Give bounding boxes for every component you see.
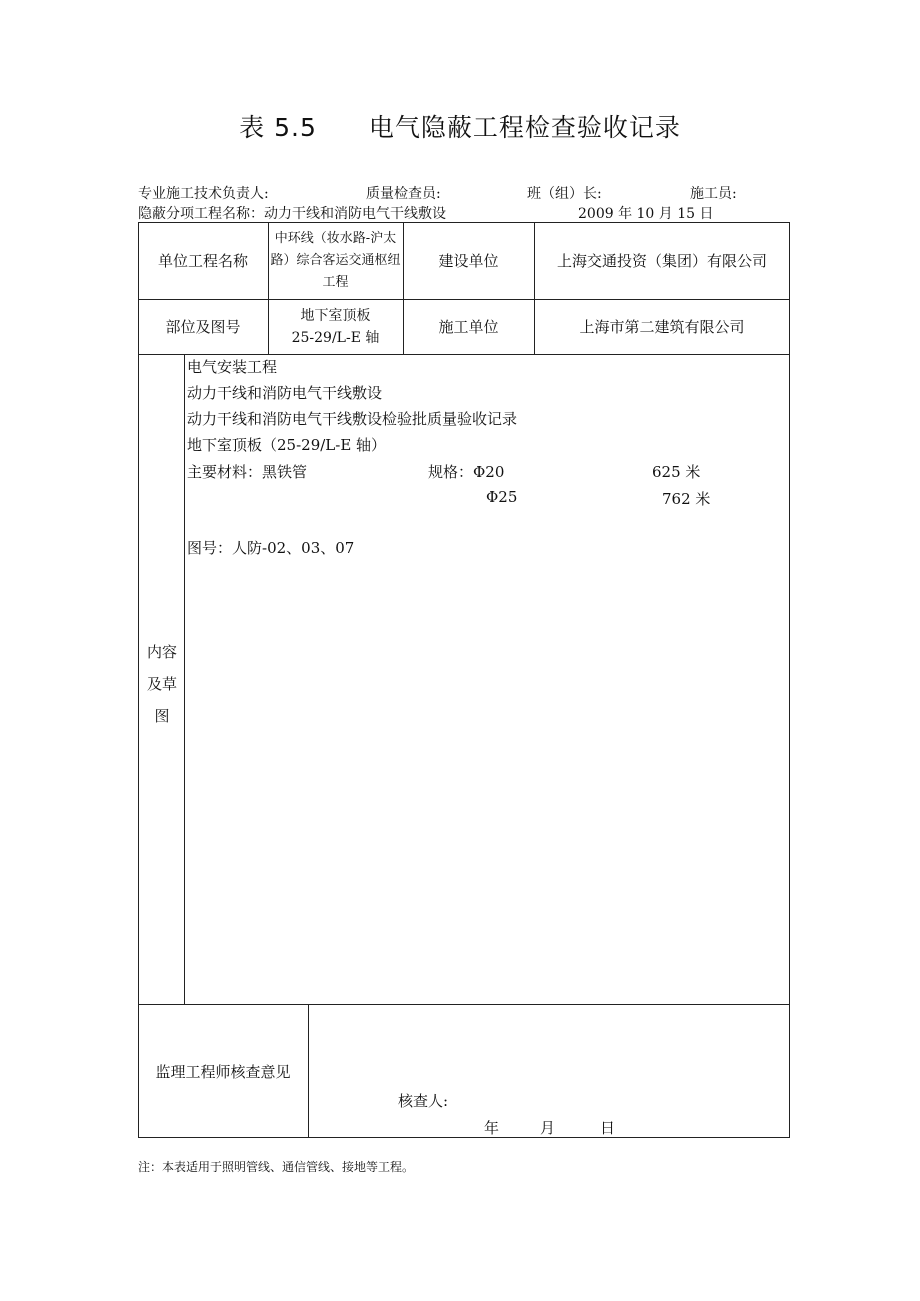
project-name-label: 隐蔽分项工程名称：动力干线和消防电气干线敷设: [138, 206, 446, 222]
month-label: 月: [540, 1119, 556, 1137]
content-label-line: 及草: [146, 675, 177, 693]
unit-project-line: 路）综合客运交通枢纽: [270, 252, 401, 268]
content-label: [142, 636, 182, 732]
day-label: 日: [600, 1119, 616, 1137]
spec-label: 规格：Φ20: [428, 463, 505, 481]
footnote: 注：本表适用于照明管线、通信管线、接地等工程。: [138, 1160, 415, 1174]
client-value: 上海交通投资（集团）有限公司: [556, 252, 767, 270]
location-line: 25-29/L-E 轴: [291, 329, 380, 346]
team-lead-label: 班（组）长:: [527, 186, 602, 202]
page-title: 表 5.5 电气隐蔽工程检查验收记录: [239, 113, 681, 142]
content-line: 动力干线和消防电气干线敷设: [187, 384, 383, 402]
table-divider: [184, 354, 185, 1004]
year-label: 年: [484, 1119, 500, 1137]
drawing-number: 图号：人防-02、03、07: [187, 539, 355, 557]
content-line: 动力干线和消防电气干线敷设检验批质量验收记录: [187, 410, 518, 428]
spec-quantity: 625 米: [652, 463, 701, 481]
table-divider: [138, 354, 790, 355]
tech-lead-label: 专业施工技术负责人:: [138, 186, 269, 202]
content-label-line: 内容: [146, 643, 177, 661]
unit-project-label: 单位工程名称: [157, 252, 248, 270]
location-label: 部位及图号: [165, 318, 241, 336]
contractor-label: 施工单位: [438, 318, 499, 336]
unit-project-value: [268, 222, 403, 299]
unit-project-line: 工程: [322, 274, 349, 290]
location-line: 地下室顶板: [300, 307, 371, 324]
location-value: [268, 299, 403, 354]
content-label-line: 图: [154, 707, 170, 725]
client-label: 建设单位: [438, 252, 499, 270]
table-divider: [308, 1004, 309, 1138]
record-date: 2009 年 10 月 15 日: [578, 206, 714, 222]
checker-label: 核查人:: [398, 1092, 449, 1110]
supervisor-label: 监理工程师核查意见: [155, 1062, 291, 1081]
material-line: 主要材料：黑铁管: [187, 463, 308, 481]
inspector-label: 质量检查员:: [366, 186, 441, 202]
content-line: 地下室顶板（25-29/L-E 轴）: [187, 436, 387, 454]
contractor-value: 上海市第二建筑有限公司: [579, 318, 745, 336]
worker-label: 施工员:: [690, 186, 737, 202]
spec-quantity: 762 米: [662, 490, 711, 508]
spec-label: Φ25: [486, 488, 518, 506]
unit-project-line: 中环线（妆水路-沪太: [274, 230, 397, 246]
content-line: 电气安装工程: [187, 358, 278, 376]
